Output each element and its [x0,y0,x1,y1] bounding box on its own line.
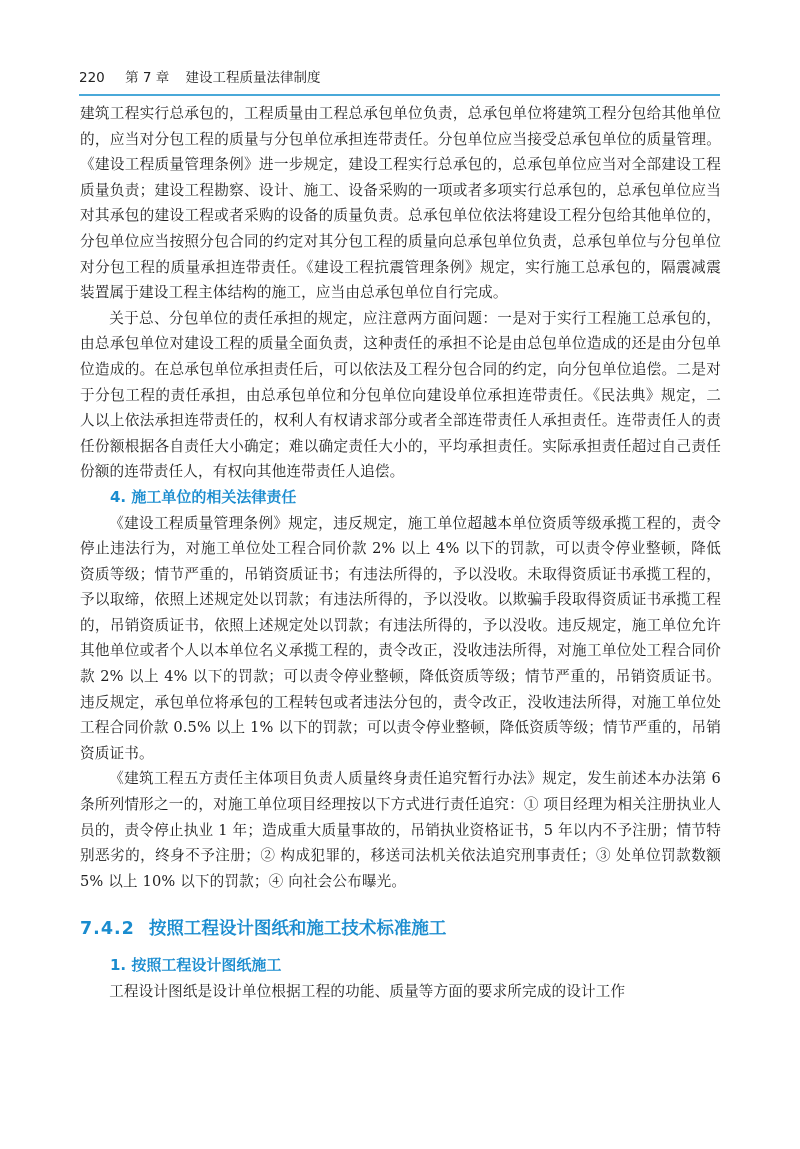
chapter-label: 第 7 章 [125,70,170,86]
section-title-text: 按照工程设计图纸和施工技术标准施工 [148,919,447,940]
body-paragraph-2: 关于总、分包单位的责任承担的规定，应注意两方面问题：一是对于实行工程施工总承包的，由总承包单位对建设工程的质量全面负责，这种责任的承担不论是由总包单位造成的还是由分包单位造成的。在总承包单位承担责任后，可以依法及工程分包合同的约定，向分包单位追偿。二是对于分包工程的责任承担，由总承包单位和分包单位向建设单位承担连带责任。《民法典》规定，二人以上依法承担连带责任的，权利人有权请求部分或者全部连带责任人承担责任。连带责任人的责任份额根据各自责任大小确定；难以确定责任大小的，平均承担责任。实际承担责任超过自己责任份额的连带责任人，有权向其他连带责任人追偿。 [80,309,721,481]
page-number: 220 [79,70,105,86]
subheading-contractor-liability: 4. 施工单位的相关法律责任 [110,487,297,506]
body-paragraph-1: 建筑工程实行总承包的，工程质量由工程总承包单位负责，总承包单位将建筑工程分包给其他单位的，应当对分包工程的质量与分包单位承担连带责任。分包单位应当接受总承包单位的质量管理。《建设工程质量管理条例》进一步规定，建设工程实行总承包的，总承包单位应当对全部建设工程质量负责；建设工程勘察、设计、施工、设备采购的一项或者多项实行总承包的，总承包单位应当对其承包的建设工程或者采购的设备的质量负责。总承包单位依法将建设工程分包给其他单位的，分包单位应当按照分包合同的约定对其分包工程的质量向总承包单位负责，总承包单位与分包单位对分包工程的质量承担连带责任。《建设工程抗震管理条例》规定，实行施工总承包的，隔震减震装置属于建设工程主体结构的施工，应当由总承包单位自行完成。 [80,105,721,302]
section-heading [80,911,721,947]
running-header [79,66,720,92]
section-number: 7.4.2 [80,919,135,940]
page-body [80,101,721,1005]
body-paragraph-5: 工程设计图纸是设计单位根据工程的功能、质量等方面的要求所完成的设计工作 [109,983,626,1000]
chapter-title: 建设工程质量法律制度 [185,70,321,86]
header-rule [79,94,720,96]
body-paragraph-4: 《建筑工程五方责任主体项目负责人质量终身责任追究暂行办法》规定，发生前述本办法第 6 条所列情形之一的，对施工单位项目经理按以下方式进行责任追究：① 项目经理为相关注册执业人员的，责令停止执业 1 年；造成重大质量事故的，吊销执业资格证书，5 年以内不予注册；情节特别恶劣的，终身不予注册；② 构成犯罪的，移送司法机关依法追究刑事责任；③ 处单位罚款数额 5% 以上 10% 以下的罚款；④ 向社会公布曝光。 [80,770,721,890]
body-paragraph-3: 《建设工程质量管理条例》规定，违反规定，施工单位超越本单位资质等级承揽工程的，责令停止违法行为，对施工单位处工程合同价款 2% 以上 4% 以下的罚款，可以责令停业整顿，降低资质等级；情节严重的，吊销资质证书；有违法所得的，予以没收。未取得资质证书承揽工程的，予以取缔，依照上述规定处以罚款；有违法所得的，予以没收。以欺骗手段取得资质证书承揽工程的，吊销资质证书，依照上述规定处以罚款；有违法所得的，予以没收。违反规定，施工单位允许其他单位或者个人以本单位名义承揽工程的，责令改正，没收违法所得，对施工单位处工程合同价款 2% 以上 4% 以下的罚款；可以责令停业整顿，降低资质等级；情节严重的，吊销资质证书。违反规定，承包单位将承包的工程转包或者违法分包的，责令改正，没收违法所得，对施工单位处工程合同价款 0.5% 以上 1% 以下的罚款；可以责令停业整顿，降低资质等级；情节严重的，吊销资质证书。 [80,514,721,762]
subheading-design-drawings: 1. 按照工程设计图纸施工 [110,956,282,975]
